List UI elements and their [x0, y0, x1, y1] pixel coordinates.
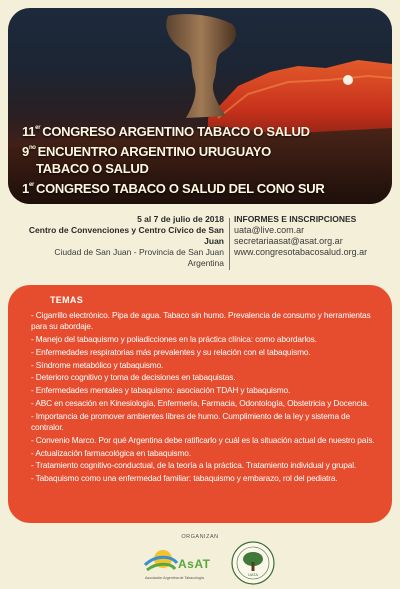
- topics-title: TEMAS: [50, 295, 83, 305]
- title-line-3: TABACO O SALUD: [36, 161, 149, 176]
- contact-email-1[interactable]: uata@live.com.ar: [234, 225, 305, 235]
- venue-block: [8, 214, 224, 269]
- topic-item: - Cigarrillo electrónico. Pipa de agua. Tabaco sin humo. Prevalencia de consumo y herramientas para su abordaje.: [31, 310, 381, 332]
- organizers-label: ORGANIZAN: [181, 534, 219, 540]
- asat-fullname: Asociación Argentina de Tabacología: [145, 576, 204, 580]
- event-city: Ciudad de San Juan - Provincia de San Juan: [54, 247, 224, 257]
- topic-item: - Tratamiento cognitivo-conductual, de la teoría a la práctica. Tratamiento individual y grupal.: [31, 460, 381, 471]
- topic-item: - Importancia de promover ambientes libres de humo. Cumplimiento de la ley y sistema de contralor.: [31, 411, 381, 433]
- contact-email-2[interactable]: secretariaasat@asat.org.ar: [234, 236, 343, 246]
- event-info: [8, 214, 392, 284]
- topic-item: - Síndrome metabólico y tabaquismo.: [31, 360, 381, 371]
- event-venue: Centro de Convenciones y Centro Cívico de San Juan: [28, 225, 224, 246]
- hero-banner: [8, 8, 392, 204]
- title-line-4: 1er CONGRESO TABACO O SALUD DEL CONO SUR: [22, 181, 325, 196]
- topic-item: - Actualización farmacológica en tabaquismo.: [31, 448, 381, 459]
- website-link[interactable]: www.congresotabacosalud.org.ar: [234, 247, 368, 257]
- congress-titles: [22, 120, 382, 197]
- title-line-2: $9^{no}$ ENCUENTRO ARGENTINO URUGUAYO: [22, 144, 271, 159]
- event-date: 5 al 7 de julio de 2018: [137, 214, 224, 224]
- uata-seal-icon: [230, 540, 276, 586]
- seal-label: UATA: [247, 572, 259, 577]
- topic-item: - Deterioro cognitivo y toma de decisiones en tabaquistas.: [31, 372, 381, 383]
- topics-box: [8, 285, 392, 523]
- contact-title: INFORMES E INSCRIPCIONES: [234, 214, 357, 224]
- topic-item: - Enfermedades respiratorias más prevalentes y su relación con el tabaquismo.: [31, 347, 381, 358]
- topic-item: - Enfermedades mentales y tabaquismo: asociación TDAH y tabaquismo.: [31, 385, 381, 396]
- topic-item: - ABC en cesación en Kinesiología, Enfermería, Farmacia, Odontología, Obstetricia y Docencia.: [31, 398, 381, 409]
- info-divider: [229, 218, 230, 270]
- topic-item: - Convenio Marco. Por qué Argentina debe ratificarlo y cuál es la situación actual de nuestro país.: [31, 435, 381, 446]
- event-country: Argentina: [187, 258, 224, 268]
- asat-name: AsAT: [178, 557, 211, 571]
- topics-list: [31, 310, 381, 486]
- topic-item: - Tabaquismo como una enfermedad familiar: tabaquismo y embarazo, rol del pediatra.: [31, 473, 381, 484]
- title-line-1: 11er CONGRESO ARGENTINO TABACO O SALUD: [22, 124, 310, 139]
- contact-block: [234, 214, 367, 258]
- topic-item: - Manejo del tabaquismo y poliadicciones en la práctica clínica: como abordarlos.: [31, 334, 381, 345]
